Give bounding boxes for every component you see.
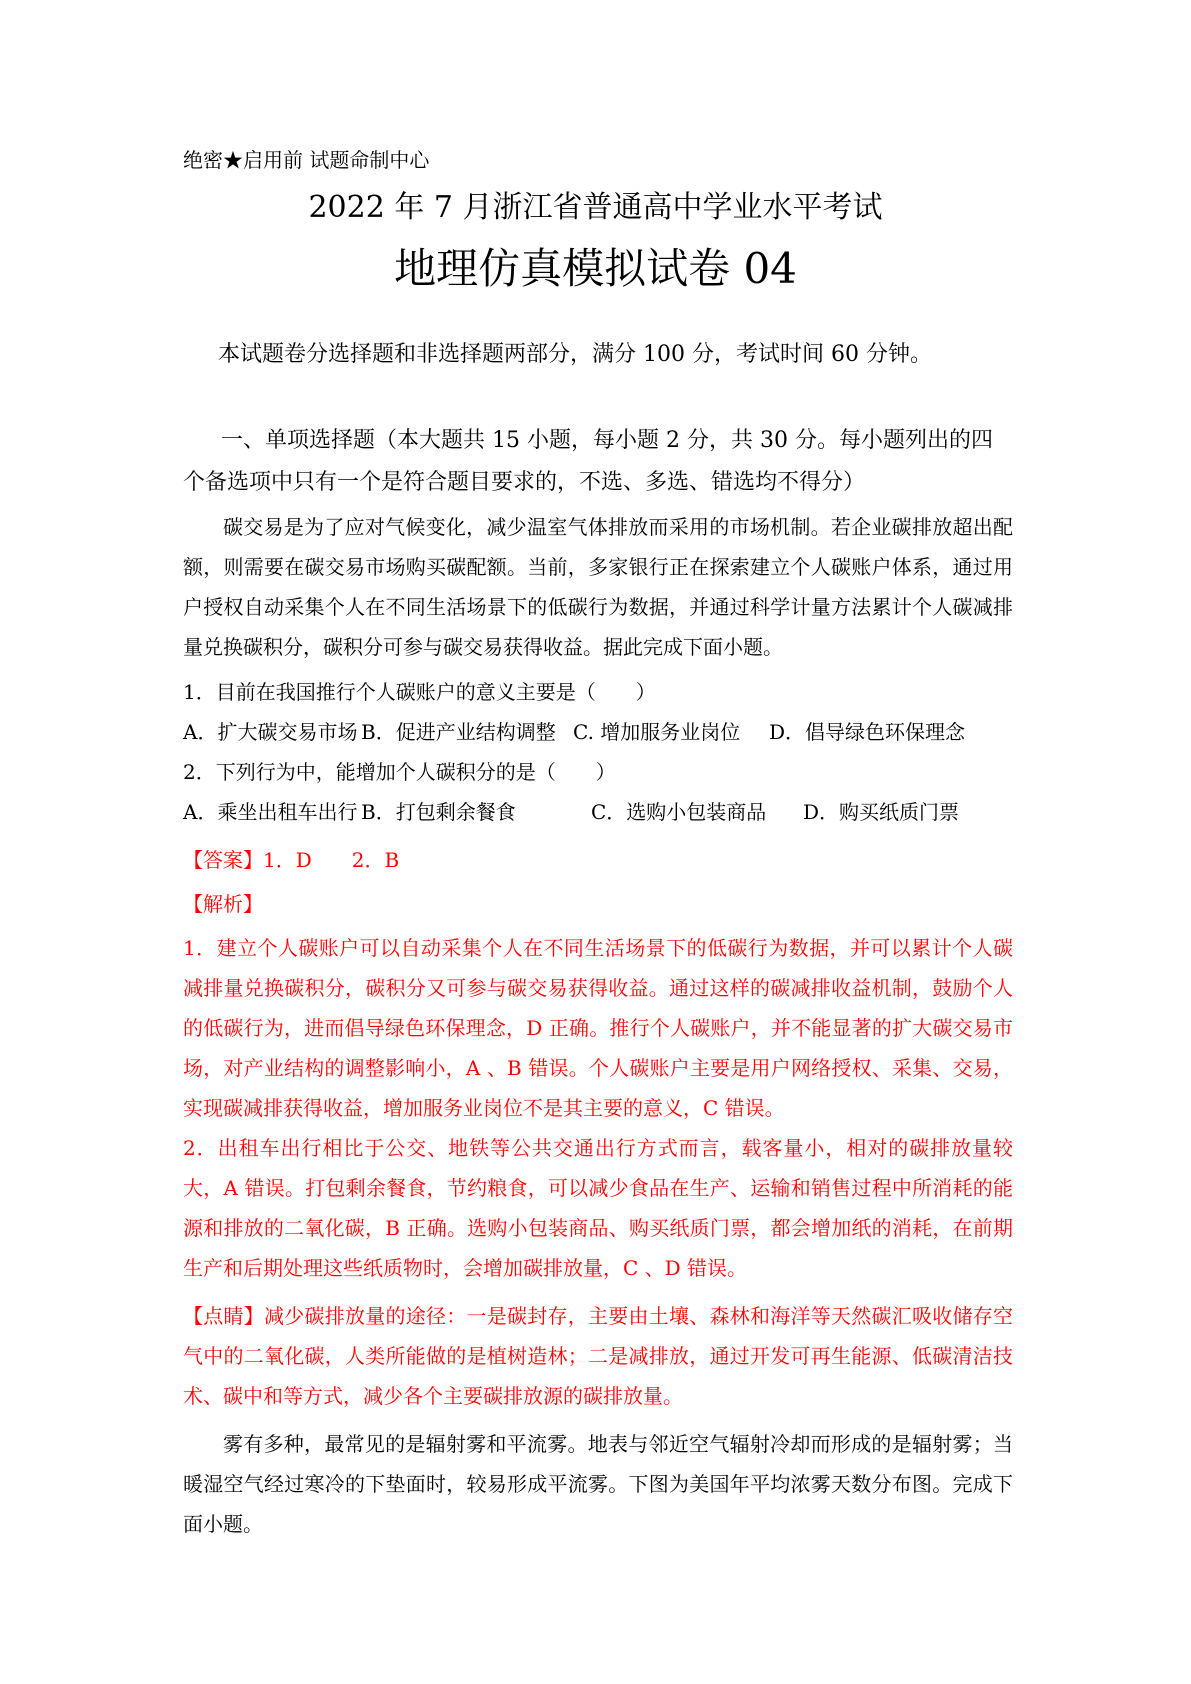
question-2-stem: 2．下列行为中，能增加个人碳积分的是（ ） [183, 760, 616, 784]
question-1-option-a[interactable]: A．扩大碳交易市场 [183, 720, 358, 744]
confidential-mark: 绝密★启用前 试题命制中心 [183, 148, 430, 172]
question-1-option-b[interactable]: B．促进产业结构调整 [361, 720, 556, 744]
analysis-label: 【解析】 [183, 892, 263, 916]
question-1-option-d[interactable]: D．倡导绿色环保理念 [769, 720, 966, 744]
page-title: 地理仿真模拟试卷 04 [394, 244, 797, 293]
tip-label: 【点睛】 [183, 1304, 264, 1328]
answer-text: 1．D 2．B [263, 848, 400, 872]
answer-label: 【答案】 [183, 848, 263, 872]
exam-intro: 本试题卷分选择题和非选择题两部分，满分 100 分，考试时间 60 分钟。 [218, 342, 932, 367]
exam-subtitle: 2022 年 7 月浙江省普通高中学业水平考试 [308, 190, 883, 225]
question-1-option-c[interactable]: C. 增加服务业岗位 [573, 720, 741, 744]
passage-carbon-trading: 碳交易是为了应对气候变化，减少温室气体排放而采用的市场机制。若企业碳排放超出配额，则需要在碳交易市场购买碳配额。当前，多家银行正在探索建立个人碳账户体系，通过用户授权自动采集个人在不同生活场景下的低碳行为数据，并通过科学计量方法累计个人碳减排量兑换碳积分，碳积分可参与碳交易获得收益。据此完成下面小题。 [183, 515, 1013, 659]
question-2-option-a[interactable]: A．乘坐出租车出行 [183, 800, 358, 824]
tip-text: 减少碳排放量的途径：一是碳封存，主要由土壤、森林和海洋等天然碳汇吸收储存空气中的二氧化碳，人类所能做的是植树造林；二是减排放，通过开发可再生能源、低碳清洁技术、碳中和等方式，减少各个主要碳排放源的碳排放量。 [183, 1304, 1013, 1408]
question-2-option-c[interactable]: C．选购小包装商品 [591, 800, 767, 824]
section-heading: 一、单项选择题（本大题共 15 小题，每小题 2 分，共 30 分。每小题列出的四个备选项中只有一个是符合题目要求的，不选、多选、错选均不得分） [183, 428, 993, 495]
question-1-stem: 1．目前在我国推行个人碳账户的意义主要是（ ） [183, 680, 656, 704]
analysis-question-2: 2．出租车出行相比于公交、地铁等公共交通出行方式而言，载客量小，相对的碳排放量较大，A 错误。打包剩余餐食，节约粮食，可以减少食品在生产、运输和销售过程中所消耗的能源和排放的二氧化碳，B 正确。选购小包装商品、购买纸质门票，都会增加纸的消耗，在前期生产和后期处理这些纸质物时，会增加碳排放量，C 、D 错误。 [183, 1136, 1013, 1280]
question-2-options [183, 792, 959, 832]
question-2-option-d[interactable]: D．购买纸质门票 [803, 800, 960, 824]
tip-block [183, 1296, 1013, 1416]
question-1-options [183, 712, 965, 752]
answer-line [183, 840, 399, 880]
passage-fog: 雾有多种，最常见的是辐射雾和平流雾。地表与邻近空气辐射冷却而形成的是辐射雾；当暖湿空气经过寒冷的下垫面时，较易形成平流雾。下图为美国年平均浓雾天数分布图。完成下面小题。 [183, 1432, 1013, 1536]
question-2-option-b[interactable]: B．打包剩余餐食 [361, 800, 516, 824]
analysis-question-1: 1．建立个人碳账户可以自动采集个人在不同生活场景下的低碳行为数据，并可以累计个人碳减排量兑换碳积分，碳积分又可参与碳交易获得收益。通过这样的碳减排收益机制，鼓励个人的低碳行为，进而倡导绿色环保理念，D 正确。推行个人碳账户，并不能显著的扩大碳交易市场，对产业结构的调整影响小，A 、B 错误。个人碳账户主要是用户网络授权、采集、交易，实现碳减排获得收益，增加服务业岗位不是其主要的意义，C 错误。 [183, 936, 1013, 1120]
